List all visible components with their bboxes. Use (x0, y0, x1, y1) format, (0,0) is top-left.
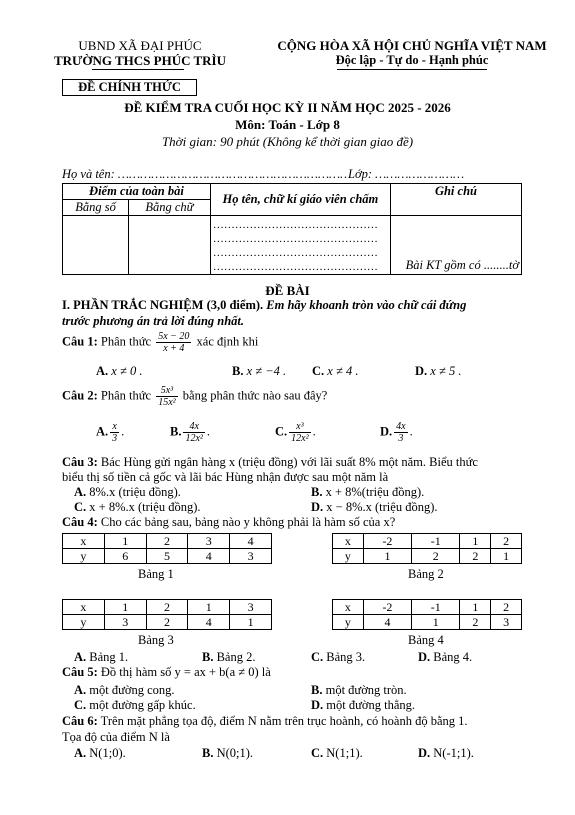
q5-option-b[interactable]: B. một đường tròn. (311, 683, 407, 697)
question-6 (62, 714, 542, 728)
part1-heading (62, 298, 532, 312)
q6-line2: Tọa độ của điểm N là (62, 730, 170, 744)
q2-option-d[interactable]: D. $\frac{4x}{3}$ . (380, 421, 413, 444)
q1-option-b[interactable]: B. x ≠ −4 . (232, 364, 287, 378)
q6-option-d[interactable]: D. N(-1;1). (418, 746, 474, 760)
exam-title: ĐỀ KIỂM TRA CUỐI HỌC KỲ II NĂM HỌC 2025 - 2026 (124, 100, 451, 115)
q2-fraction (156, 385, 177, 408)
q5-option-a[interactable]: A. một đường cong. (74, 683, 175, 697)
function-table-3: x 1 2 1 3 y 3 2 4 1 (62, 599, 272, 630)
q6-option-a[interactable]: A. N(1;0). (74, 746, 126, 760)
score-in-words: Bằng chữ (129, 200, 211, 216)
q6-option-b[interactable]: B. N(0;1). (202, 746, 254, 760)
function-table-2: x -2 -1 1 2 y 1 2 2 1 (332, 533, 522, 564)
q2-denominator: 15x² (158, 397, 176, 408)
q5-option-c[interactable]: C. một đường gấp khúc. (74, 698, 196, 712)
q1-option-d[interactable]: D. x ≠ 5 . (415, 364, 462, 378)
question-1 (62, 331, 258, 354)
note-cell (390, 216, 521, 275)
teacher-header: Họ tên, chữ kí giáo viên chấm (210, 184, 390, 216)
header-left (40, 38, 240, 68)
school-underline (92, 69, 184, 70)
q1-option-a[interactable]: A. x ≠ 0 . (96, 364, 143, 378)
country-name: CỘNG HÒA XÃ HỘI CHỦ NGHĨA VIỆT NAM (277, 38, 547, 53)
q3-option-a[interactable]: A. 8%.x (triệu đồng). (74, 485, 181, 499)
q2-text: Phân thức (97, 388, 155, 403)
header-right (262, 38, 562, 68)
function-table-1: x 1 2 3 4 y 6 5 4 3 (62, 533, 272, 564)
q3-line1: Bác Hùng gửi ngân hàng x (triệu đồng) với lãi suất 8% một năm. Biểu thức (97, 455, 478, 469)
question-2 (62, 385, 327, 408)
department-name: UBND XÃ ĐẠI PHÚC (78, 38, 202, 53)
exam-time: Thời gian: 90 phút (Không kể thời gian giao đề) (161, 134, 414, 149)
q5-label: Câu 5: (62, 665, 98, 679)
q2-text-after: bằng phân thức nào sau đây? (179, 388, 328, 403)
q4-option-d[interactable]: D. Bảng 4. (418, 650, 473, 664)
part1-instruction: Em hãy khoanh tròn vào chữ cái đứng (263, 298, 467, 312)
q3-line2: biểu thị số tiền cả gốc và lãi bác Hùng nhận được sau một năm là (62, 470, 389, 484)
score-word-cell (129, 216, 211, 275)
q2-numerator: 5x³ (156, 385, 177, 397)
q3-option-c[interactable]: C. x + 8%.x (triệu đồng). (74, 500, 201, 514)
q1-text-after: xác định khi (193, 334, 259, 349)
student-name-label: Họ và tên: ……………………………………………………… (62, 167, 352, 181)
sign-line: ……………………………………… (212, 219, 378, 231)
part1-instruction-line2: trước phương án trả lời đúng nhất. (62, 314, 245, 328)
q1-text: Phân thức (97, 334, 155, 349)
table-3-caption: Bảng 3 (138, 633, 174, 647)
q4-option-a[interactable]: A. Bảng 1. (74, 650, 129, 664)
q1-option-c[interactable]: C. x ≠ 4 . (312, 364, 359, 378)
q4-option-c[interactable]: C. Bảng 3. (311, 650, 366, 664)
sign-line: ……………………………………… (212, 247, 378, 259)
score-table (62, 183, 522, 275)
q3-option-b[interactable]: B. x + 8%(triệu đồng). (311, 485, 425, 499)
table-2-caption: Bảng 2 (408, 567, 444, 581)
table-1-caption: Bảng 1 (138, 567, 174, 581)
part1-title: I. PHẦN TRẮC NGHIỆM (3,0 điểm). (62, 298, 264, 312)
q1-fraction (156, 331, 191, 354)
q1-denominator: x + 4 (163, 343, 185, 354)
q2-option-b[interactable]: B. $\frac{4x}{\text{12x²}}$ . (170, 421, 211, 444)
official-label: ĐỀ CHÍNH THỨC (62, 79, 197, 96)
student-class-label: Lớp: …………………… (348, 167, 465, 181)
q1-label: Câu 1: (62, 334, 98, 349)
motto: Độc lập - Tự do - Hạnh phúc (335, 53, 489, 67)
q6-option-c[interactable]: C. N(1;1). (311, 746, 363, 760)
question-5 (62, 665, 271, 679)
question-4 (62, 515, 395, 529)
q2-label: Câu 2: (62, 388, 98, 403)
motto-underline (337, 69, 487, 70)
q5-option-d[interactable]: D. một đường thẳng. (311, 698, 416, 712)
note-footer: Bài KT gồm có ........tờ (405, 258, 519, 272)
q3-option-d[interactable]: D. x − 8%.x (triệu đồng). (311, 500, 438, 514)
sign-line: ……………………………………… (212, 261, 378, 273)
table-4-caption: Bảng 4 (408, 633, 444, 647)
q4-option-b[interactable]: B. Bảng 2. (202, 650, 256, 664)
q1-numerator: 5x − 20 (158, 331, 190, 342)
section-title: ĐỀ BÀI (265, 283, 310, 298)
exam-subject: Môn: Toán - Lớp 8 (235, 117, 340, 132)
question-3 (62, 455, 532, 469)
teacher-sign-cell (210, 216, 390, 275)
q3-label: Câu 3: (62, 455, 98, 469)
q4-text: Cho các bảng sau, bảng nào y không phải là hàm số của x? (97, 515, 396, 529)
q4-label: Câu 4: (62, 515, 98, 529)
function-table-4: x -2 -1 1 2 y 4 1 2 3 (332, 599, 522, 630)
note-header: Ghi chú (390, 184, 521, 216)
q2-option-a[interactable]: A. $\frac{x}{3}$ . (96, 421, 125, 444)
q6-line1: Trên mặt phẳng tọa độ, điểm N nằm trên trục hoành, có hoành độ bằng 1. (97, 714, 468, 728)
score-header: Điểm của toàn bài (63, 184, 211, 200)
sign-line: ……………………………………… (212, 233, 378, 245)
score-number-cell (63, 216, 129, 275)
school-name: TRƯỜNG THCS PHÚC TRÌU (53, 53, 227, 68)
q5-text: Đồ thị hàm số y = ax + b(a ≠ 0) là (97, 665, 271, 679)
q6-label: Câu 6: (62, 714, 98, 728)
q2-option-c[interactable]: C. $\frac{\text{x³}}{\text{12x²}}$ . (275, 421, 316, 444)
score-in-numbers: Bằng số (63, 200, 129, 216)
